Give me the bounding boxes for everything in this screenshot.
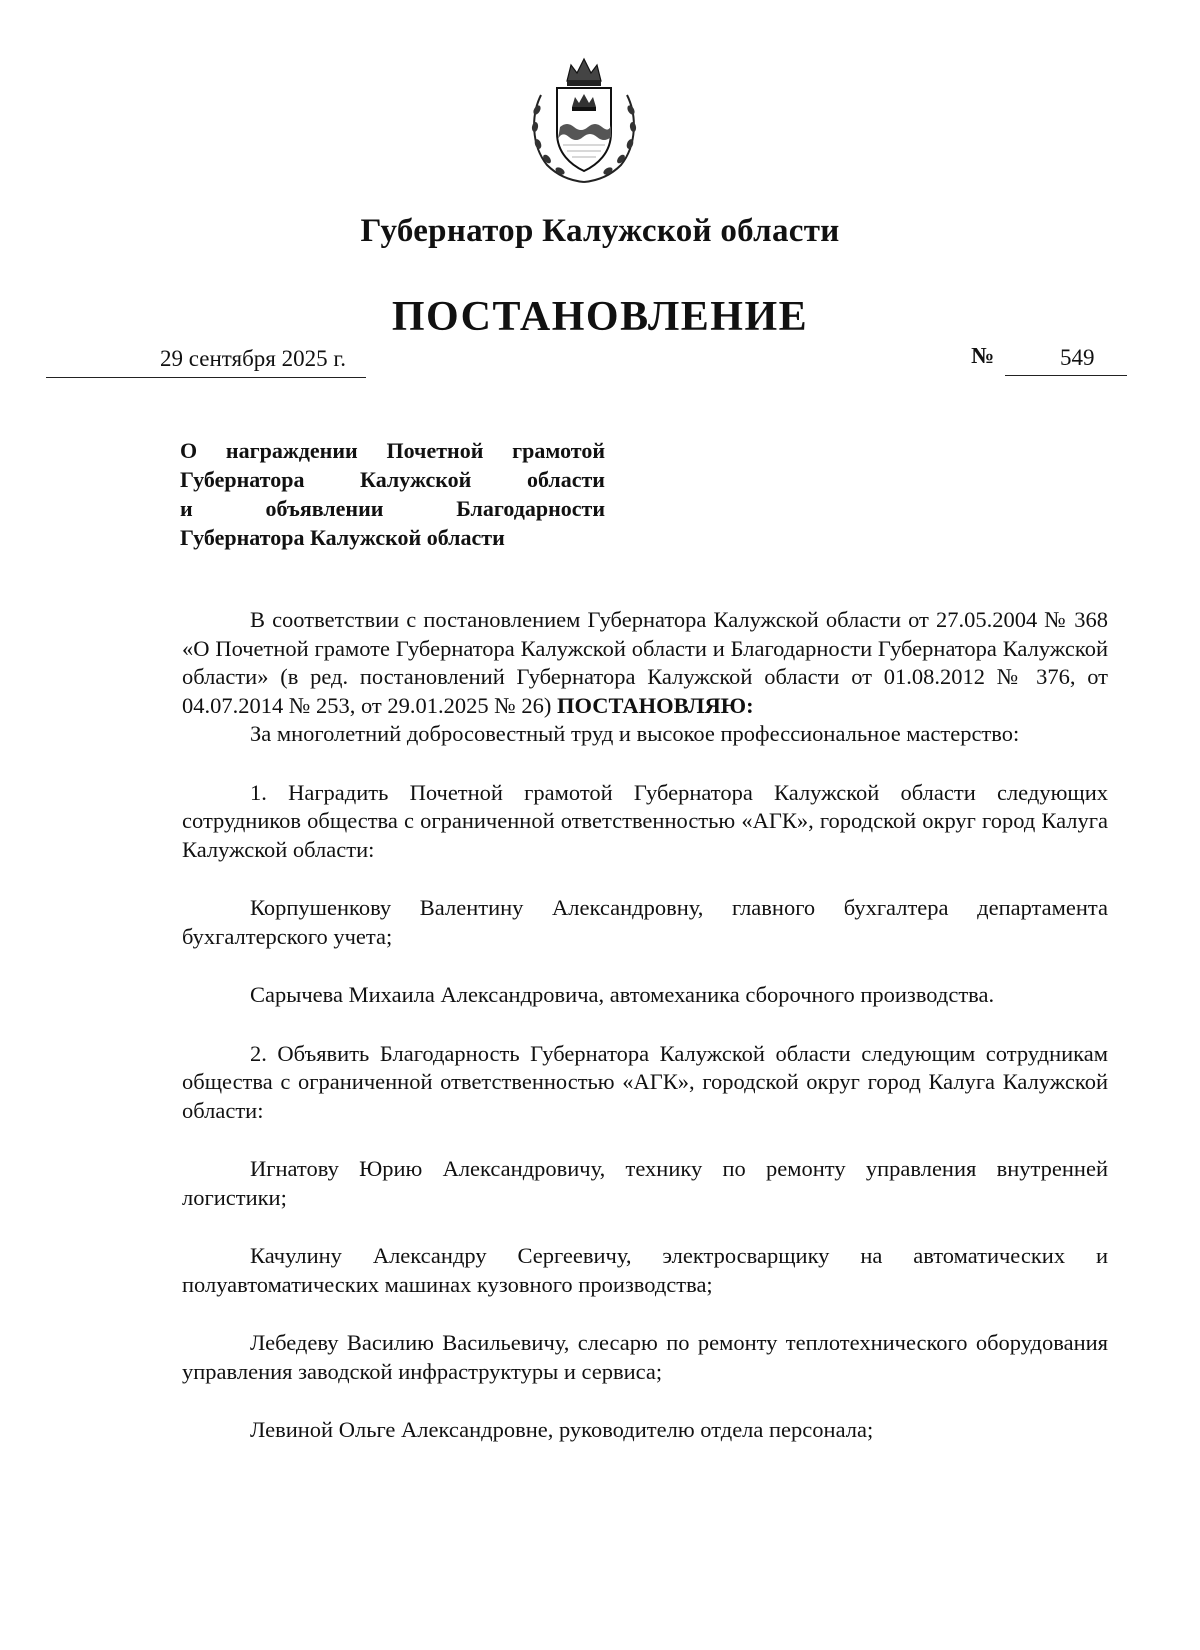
item-2-paragraph: 2. Объявить Благодарность Губернатора Калужской области следующим сотрудникам общества с ограниченной ответственностью «АГК», городской округ город Калуга Калужской области: <box>182 1040 1108 1123</box>
title-line: и объявлении Благодарности <box>180 496 605 521</box>
document-number: 549 <box>1060 345 1095 370</box>
item-1-paragraph: 1. Наградить Почетной грамотой Губернатора Калужской области следующих сотрудников общества с ограниченной ответственностью «АГК», городской округ город Калуга Калужской области: <box>182 779 1108 862</box>
document-type-heading: ПОСТАНОВЛЕНИЕ <box>391 294 809 340</box>
preamble-paragraph <box>182 606 1108 720</box>
title-line: Губернатора Калужской области <box>180 525 505 550</box>
issuing-authority: Губернатор Калужской области <box>360 213 840 249</box>
awardee-paragraph: Игнатову Юрию Александровичу, технику по ремонту управления внутренней логистики; <box>182 1156 1108 1210</box>
decree-word: ПОСТАНОВЛЯЮ: <box>556 692 754 718</box>
document-title <box>180 436 605 552</box>
document-date: 29 сентября 2025 г. <box>160 346 346 371</box>
awardee-paragraph: Корпушенкову Валентину Александровну, главного бухгалтера департамента бухгалтерского учета; <box>182 895 1108 949</box>
awardee-paragraph: Сарычева Михаила Александровича, автомеханика сборочного производства. <box>250 982 995 1007</box>
kaluga-region-coat-of-arms-icon <box>527 55 641 185</box>
document-body <box>182 606 1108 1445</box>
awardee-paragraph: Левиной Ольге Александровне, руководителю отдела персонала; <box>250 1417 874 1442</box>
awardee-paragraph: Качулину Александру Сергеевичу, электросварщику на автоматических и полуавтоматических машинах кузовного производства; <box>182 1243 1108 1297</box>
title-line: О награждении Почетной грамотой <box>180 438 605 463</box>
title-line: Губернатора Калужской области <box>180 467 605 492</box>
reason-paragraph: За многолетний добросовестный труд и высокое профессиональное мастерство: <box>250 721 1020 746</box>
preamble-text: В соответствии с постановлением Губернатора Калужской области от 27.05.2004 № 368 «О Почетной грамоте Губернатора Калужской области и Благодарности Губернатора Калужской области» (в ред. постановлений Губернатора Калужской области от 01.08.2012 № 376, от 04.07.2014 № 253, от 29.01.2025 № 26) <box>182 607 1108 718</box>
number-label: № <box>971 343 995 368</box>
awardee-paragraph: Лебедеву Василию Васильевичу, слесарю по ремонту теплотехнического оборудования управления заводской инфраструктуры и сервиса; <box>182 1330 1108 1384</box>
